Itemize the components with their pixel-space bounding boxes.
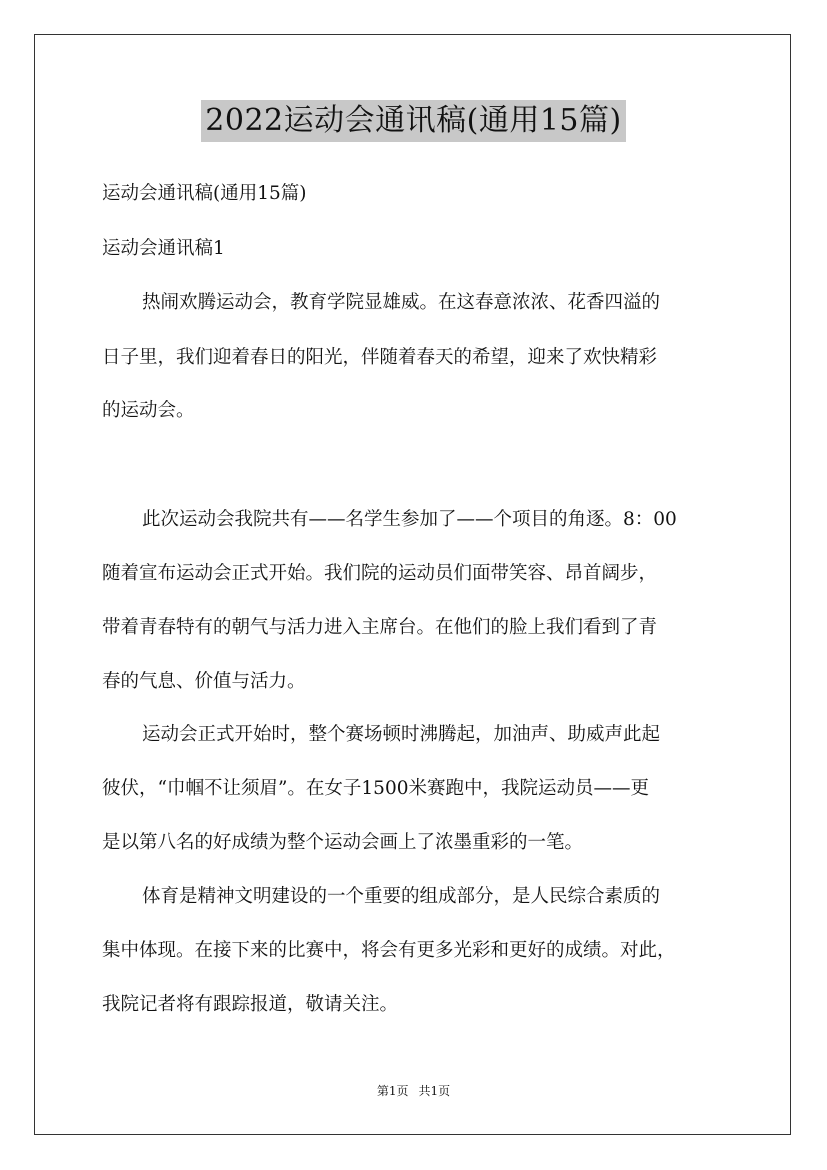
paragraph-line: 的运动会。 — [102, 400, 195, 421]
section-heading: 运动会通讯稿1 — [102, 238, 225, 259]
title-container — [0, 100, 827, 142]
page-total: 共1页 — [418, 1084, 451, 1098]
page-footer — [0, 1082, 827, 1100]
paragraph-line: 随着宣布运动会正式开始。我们院的运动员们面带笑容、昂首阔步， — [102, 563, 658, 584]
paragraph-line: 彼伏，“巾帼不让须眉”。在女子1500米赛跑中，我院运动员——更 — [102, 778, 649, 799]
paragraph-line: 春的气息、价值与活力。 — [102, 671, 306, 692]
paragraph-line: 集中体现。在接下来的比赛中，将会有更多光彩和更好的成绩。对此， — [102, 940, 676, 961]
paragraph-line: 我院记者将有跟踪报道，敬请关注。 — [102, 994, 399, 1015]
paragraph-line: 运动会正式开始时，整个赛场顿时沸腾起，加油声、助威声此起 — [142, 724, 661, 745]
paragraph-line: 热闹欢腾运动会，教育学院显雄威。在这春意浓浓、花香四溢的 — [142, 292, 661, 313]
paragraph-line: 此次运动会我院共有——名学生参加了——个项目的角逐。8：00 — [142, 509, 677, 530]
paragraph-line: 日子里，我们迎着春日的阳光，伴随着春天的希望，迎来了欢快精彩 — [102, 347, 658, 368]
paragraph-line: 是以第八名的好成绩为整个运动会画上了浓墨重彩的一笔。 — [102, 832, 584, 853]
paragraph-line: 体育是精神文明建设的一个重要的组成部分，是人民综合素质的 — [142, 886, 661, 907]
paragraph-line: 带着青春特有的朝气与活力进入主席台。在他们的脸上我们看到了青 — [102, 617, 658, 638]
page-number: 第1页 — [376, 1084, 409, 1098]
document-title: 2022运动会通讯稿(通用15篇) — [201, 100, 625, 142]
document-subtitle: 运动会通讯稿(通用15篇) — [102, 183, 307, 204]
